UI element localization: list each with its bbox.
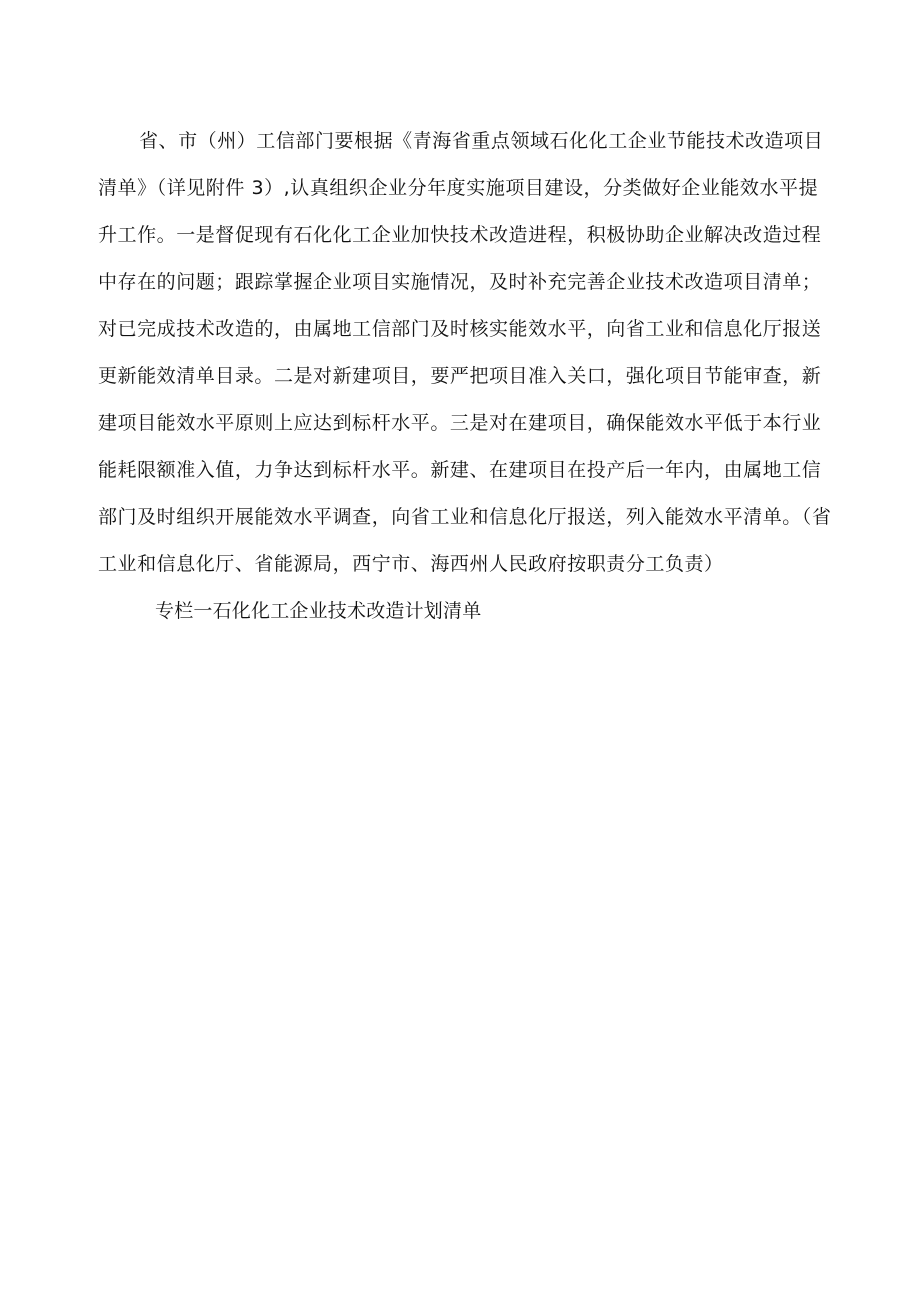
document-body (98, 118, 858, 635)
paragraph-line: 对已完成技术改造的，由属地工信部门及时核实能效水平，向省工业和信息化厅报送 (98, 318, 822, 340)
paragraph-line: 部门及时组织开展能效水平调查，向省工业和信息化厅报送，列入能效水平清单。（省 (98, 506, 832, 528)
paragraph-line: 工业和信息化厅、省能源局，西宁市、海西州人民政府按职责分工负责） (98, 553, 724, 575)
paragraph-line: 省、市（州）工信部门要根据《青海省重点领域石化化工企业节能技术改造项目 (139, 130, 824, 152)
paragraph-line: 升工作。一是督促现有石化化工企业加快技术改造进程，积极协助企业解决改造过程 (98, 224, 822, 246)
paragraph-line: 更新能效清单目录。二是对新建项目，要严把项目准入关口，强化项目节能审查，新 (98, 365, 822, 387)
paragraph-line: 建项目能效水平原则上应达到标杆水平。三是对在建项目，确保能效水平低于本行业 (98, 412, 822, 434)
body-paragraph (98, 118, 858, 588)
paragraph-line: 能耗限额准入值，力争达到标杆水平。新建、在建项目在投产后一年内，由属地工信 (98, 459, 822, 481)
paragraph-line: 中存在的问题；跟踪掌握企业项目实施情况，及时补充完善企业技术改造项目清单； (98, 271, 822, 293)
paragraph-line: 清单》（详见附件 3）,认真组织企业分年度实施项目建设，分类做好企业能效水平提 (98, 177, 819, 199)
column-title: 专栏一石化化工企业技术改造计划清单 (155, 600, 482, 622)
